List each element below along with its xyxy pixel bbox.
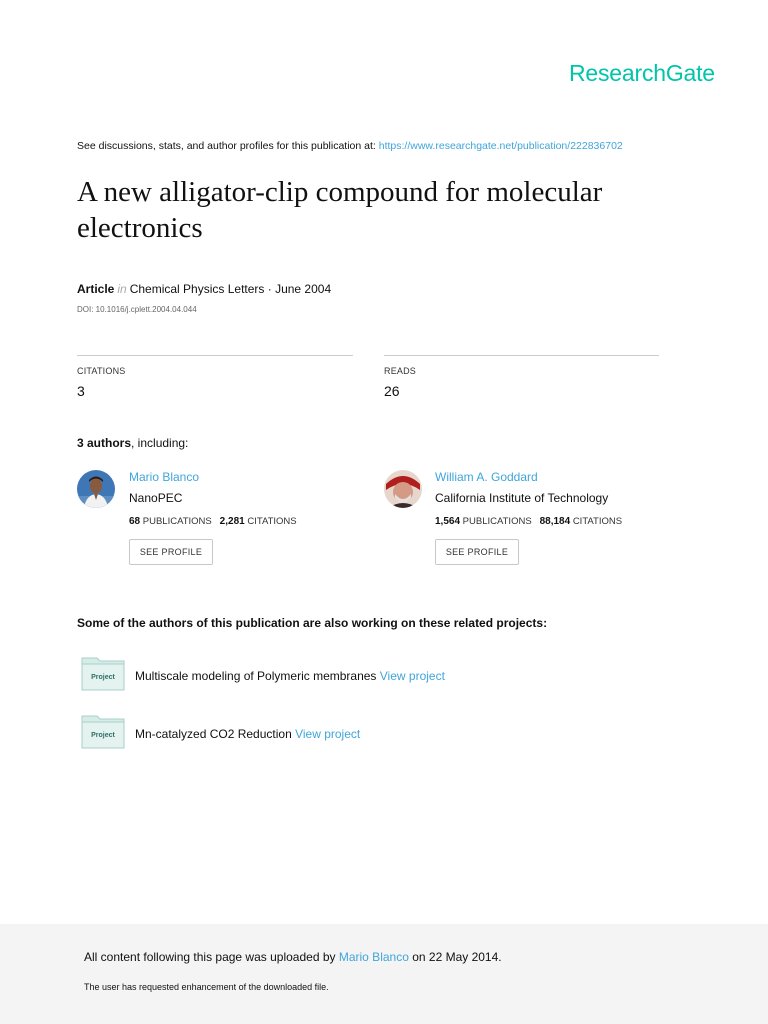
reads-count: 26 <box>384 383 400 399</box>
reads-label: READS <box>384 366 417 376</box>
project-badge: Project <box>91 732 115 739</box>
project-item <box>135 669 445 683</box>
publications-count: 1,564 <box>435 516 461 527</box>
citations-label: CITATIONS <box>247 516 297 527</box>
uploader-link[interactable]: Mario Blanco <box>338 950 409 964</box>
researchgate-logo[interactable]: ResearchGate <box>569 60 715 86</box>
authors-heading <box>77 436 188 450</box>
publication-type: Article <box>77 282 115 296</box>
author-name-link[interactable] <box>435 470 538 484</box>
author-photo-icon <box>384 470 422 508</box>
publication-venue[interactable]: Chemical Physics Letters · June 2004 <box>129 282 332 296</box>
authors-suffix: , including: <box>131 436 189 450</box>
upload-date: on 22 May 2014. <box>408 950 502 964</box>
view-project-link[interactable]: View project <box>379 669 445 683</box>
publication-doi: DOI: 10.1016/j.cplett.2004.04.044 <box>77 305 197 314</box>
project-folder-icon <box>81 655 125 691</box>
related-projects-heading: Some of the authors of this publication are also working on these related projects: <box>77 616 548 630</box>
see-discussions-text: See discussions, stats, and author profiles for this publication at: <box>77 140 379 152</box>
citations-label: CITATIONS <box>77 366 126 376</box>
upload-note <box>84 950 502 964</box>
publications-label: PUBLICATIONS <box>142 516 212 527</box>
project-title: Multiscale modeling of Polymeric membranes <box>135 669 380 683</box>
publications-count: 68 <box>129 516 141 527</box>
project-item <box>135 727 360 741</box>
publications-label: PUBLICATIONS <box>462 516 532 527</box>
publication-url-link[interactable]: https://www.researchgate.net/publication/222836702 <box>378 140 623 152</box>
citations-label: CITATIONS <box>572 516 623 527</box>
project-folder-icon <box>81 713 125 749</box>
author-stats <box>435 516 622 527</box>
upload-prefix: All content following this page was uploaded by <box>84 950 339 964</box>
author-institution: NanoPEC <box>129 491 183 505</box>
see-profile-button[interactable]: SEE PROFILE <box>435 539 519 565</box>
publication-title: A new alligator-clip compound for molecular electronics <box>77 176 603 244</box>
author-name[interactable]: William A. Goddard <box>435 470 538 484</box>
view-project-link[interactable]: View project <box>295 727 361 741</box>
project-title: Mn-catalyzed CO2 Reduction <box>135 727 296 741</box>
citations-count: 3 <box>77 383 85 399</box>
author-name-link[interactable] <box>129 470 199 484</box>
author-institution: California Institute of Technology <box>435 491 609 505</box>
authors-count: 3 authors <box>77 436 132 450</box>
citations-count: 2,281 <box>219 516 245 527</box>
avatar[interactable] <box>77 470 115 508</box>
author-stats <box>129 516 297 527</box>
in-word: in <box>117 282 127 296</box>
enhancement-note: The user has requested enhancement of the downloaded file. <box>84 982 329 992</box>
reads-divider <box>384 355 659 356</box>
publication-link-line <box>77 140 623 152</box>
author-name[interactable]: Mario Blanco <box>129 470 200 484</box>
project-badge: Project <box>91 674 115 681</box>
publication-meta <box>77 282 331 296</box>
citations-divider <box>77 355 353 356</box>
avatar[interactable] <box>384 470 422 508</box>
citations-count: 88,184 <box>539 516 571 527</box>
footer <box>0 924 768 1024</box>
author-photo-icon <box>77 470 115 508</box>
see-profile-button[interactable]: SEE PROFILE <box>129 539 213 565</box>
